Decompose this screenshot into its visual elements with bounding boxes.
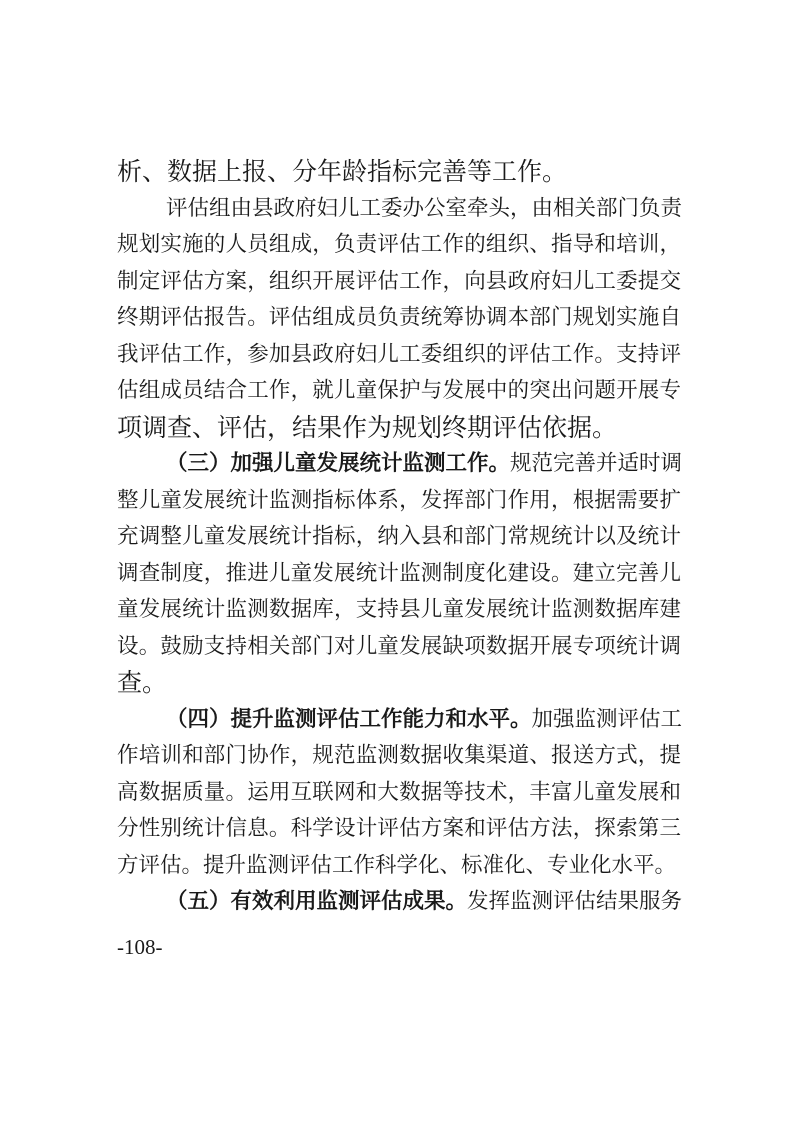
section-heading-line — [166, 884, 681, 921]
paragraph-line: 作培训和部门协作，规范监测数据收集渠道、报送方式，提 — [117, 743, 681, 768]
paragraph-text: 规范完善并适时调 — [510, 451, 683, 476]
paragraph-line: 估组成员结合工作，就儿童保护与发展中的突出问题开展专 — [117, 378, 681, 403]
section-heading: （四）提升监测评估工作能力和水平。 — [166, 706, 532, 732]
page-number: -108- — [117, 934, 163, 959]
paragraph-line: 高数据质量。运用互联网和大数据等技术，丰富儿童发展和 — [117, 779, 681, 805]
paragraph-line: 我评估工作，参加县政府妇儿工委组织的评估工作。支持评 — [117, 341, 681, 367]
paragraph-line: 终期评估报告。评估组成员负责统筹协调本部门规划实施自 — [117, 305, 681, 330]
paragraph-line: 分性别统计信息。科学设计评估方案和评估方法，探索第三 — [117, 816, 681, 841]
section-heading-line — [166, 702, 681, 739]
paragraph-line: 方评估。提升监测评估工作科学化、标准化、专业化水平。 — [117, 852, 677, 878]
section-heading: （五）有效利用监测评估成果。 — [166, 889, 468, 914]
paragraph-line: 制定评估方案，组织开展评估工作，向县政府妇儿工委提交 — [117, 268, 681, 294]
paragraph-line: 评估组由县政府妇儿工委办公室牵头，由相关部门负责 — [166, 195, 683, 221]
paragraph-line: 查。 — [117, 668, 168, 697]
paragraph-line: 整儿童发展统计监测指标体系，发挥部门作用，根据需要扩 — [117, 487, 681, 513]
paragraph-line: 设。鼓励支持相关部门对儿童发展缺项数据开展专项统计调 — [117, 633, 681, 659]
paragraph-line: 项调查、评估，结果作为规划终期评估依据。 — [117, 412, 618, 442]
paragraph-line: 调查制度，推进儿童发展统计监测制度化建设。建立完善儿 — [117, 560, 681, 586]
paragraph-line: 充调整儿童发展统计指标，纳入县和部门常规统计以及统计 — [117, 524, 681, 549]
paragraph-text: 发挥监测评估结果服务 — [467, 889, 683, 914]
paragraph-line: 童发展统计监测数据库，支持县儿童发展统计监测数据库建 — [117, 597, 681, 622]
paragraph-line: 规划实施的人员组成，负责评估工作的组织、指导和培训， — [117, 232, 681, 257]
paragraph-text: 加强监测评估工 — [531, 706, 683, 732]
paragraph-line: 析、数据上报、分年龄指标完善等工作。 — [117, 157, 568, 186]
section-heading-line — [166, 446, 681, 483]
section-heading: （三）加强儿童发展统计监测工作。 — [166, 451, 511, 476]
